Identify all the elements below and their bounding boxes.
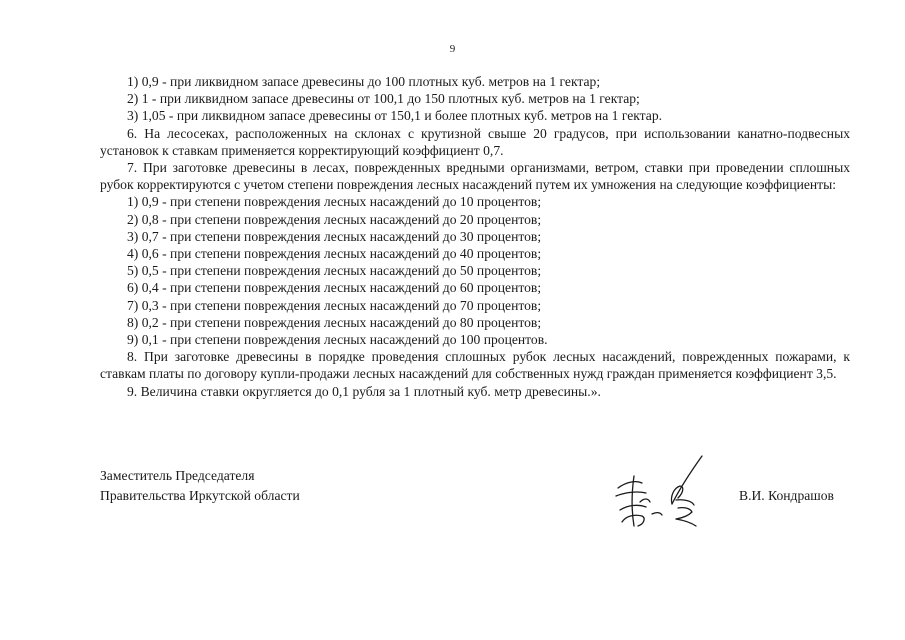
damage-coefficient-item: 8) 0,2 - при степени повреждения лесных насаждений до 80 процентов; — [127, 314, 542, 330]
paragraph-7: 7. При заготовке древесины в лесах, поврежденных вредными организмами, ветром, ставки при проведении сплошных рубок корректируются с учетом степени повреждения лесных насаждений путем их умножения на следующие коэффициенты: — [100, 160, 850, 193]
damage-coefficient-item: 1) 0,9 - при степени повреждения лесных насаждений до 10 процентов; — [127, 194, 542, 210]
handwritten-signature — [612, 452, 722, 540]
damage-coefficient-item: 6) 0,4 - при степени повреждения лесных насаждений до 60 процентов; — [127, 280, 542, 296]
damage-coefficient-item: 7) 0,3 - при степени повреждения лесных насаждений до 70 процентов; — [127, 297, 542, 313]
signatory-position-line-1: Заместитель Председателя — [100, 468, 255, 483]
document-body — [100, 73, 850, 400]
signatory-position — [100, 466, 300, 506]
damage-coefficient-item: 9) 0,1 - при степени повреждения лесных насаждений до 100 процентов. — [127, 332, 548, 348]
stock-coefficient-item: 1) 0,9 - при ликвидном запасе древесины до 100 плотных куб. метров на 1 гектар; — [127, 74, 601, 89]
page-number: 9 — [449, 43, 456, 55]
paragraph-6: 6. На лесосеках, расположенных на склонах с крутизной свыше 20 градусов, при использовании канатно-подвесных установок к ставкам применяется корректирующий коэффициент 0,7. — [100, 125, 850, 158]
paragraph-9: 9. Величина ставки округляется до 0,1 рубля за 1 плотный куб. метр древесины.». — [127, 383, 601, 399]
damage-coefficient-item: 4) 0,6 - при степени повреждения лесных насаждений до 40 процентов; — [127, 246, 542, 262]
damage-coefficient-item: 5) 0,5 - при степени повреждения лесных насаждений до 50 процентов; — [127, 263, 542, 279]
damage-coefficient-item: 3) 0,7 - при степени повреждения лесных насаждений до 30 процентов; — [127, 228, 542, 244]
stock-coefficient-item: 2) 1 - при ликвидном запасе древесины от 100,1 до 150 плотных куб. метров на 1 гектар; — [127, 91, 640, 107]
paragraph-8: 8. При заготовке древесины в порядке проведения сплошных рубок лесных насаждений, поврежденных пожарами, к ставкам платы по договору купли-продажи лесных насаждений для собственных нужд граждан применяется коэффициент 3,5. — [100, 349, 850, 382]
damage-coefficient-item: 2) 0,8 - при степени повреждения лесных насаждений до 20 процентов; — [127, 211, 542, 227]
signatory-name: В.И. Кондрашов — [739, 488, 834, 503]
stock-coefficient-item: 3) 1,05 - при ликвидном запасе древесины от 150,1 и более плотных куб. метров на 1 гектар. — [127, 108, 663, 124]
signatory-position-line-2: Правительства Иркутской области — [100, 488, 300, 503]
